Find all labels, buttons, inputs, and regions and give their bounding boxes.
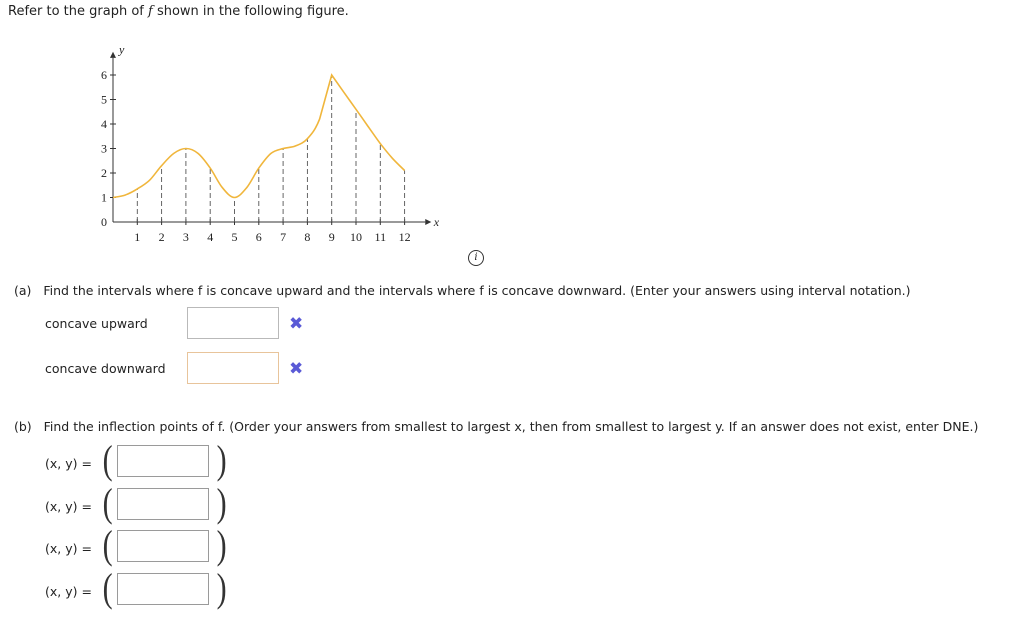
- inflection-point-input-2[interactable]: [117, 488, 209, 520]
- y-tick-label: 0: [101, 215, 107, 229]
- y-tick-label: 5: [101, 92, 107, 107]
- part-a-question: [14, 283, 911, 298]
- x-tick-label: 6: [255, 230, 262, 244]
- point-label: (x, y) =: [45, 456, 92, 471]
- y-tick-label: 2: [101, 166, 107, 180]
- intro-text: Refer to the graph of: [8, 4, 148, 19]
- x-tick-label: 5: [231, 230, 238, 244]
- problem-intro: [8, 4, 349, 19]
- y-tick-label: 1: [101, 190, 107, 205]
- point-label: (x, y) =: [45, 499, 92, 514]
- x-tick-label: 2: [158, 230, 165, 244]
- x-tick-label: 1: [134, 230, 141, 244]
- inflection-point-input-4[interactable]: [117, 573, 209, 605]
- open-paren: (: [102, 522, 113, 567]
- x-tick-label: 9: [328, 230, 335, 244]
- open-paren: (: [102, 480, 113, 525]
- x-axis-label: x: [433, 215, 440, 229]
- y-tick-label: 3: [101, 141, 107, 156]
- y-tick-label: 4: [101, 117, 107, 131]
- x-tick-label: 4: [207, 230, 214, 244]
- close-paren: ): [216, 480, 227, 525]
- intro-text-end: shown in the following figure.: [152, 4, 349, 19]
- x-tick-label: 10: [350, 230, 362, 244]
- concave-upward-input[interactable]: [187, 307, 279, 339]
- close-paren: ): [216, 565, 227, 610]
- x-tick-label: 12: [398, 230, 411, 244]
- part-a-text: Find the intervals where f is concave upward and the intervals where f is concave downward. (Enter your answers using interval notation.): [43, 283, 911, 298]
- incorrect-icon: ✖: [289, 359, 304, 379]
- concave-downward-input[interactable]: [187, 352, 279, 384]
- part-b-question: [14, 419, 978, 434]
- open-paren: (: [102, 565, 113, 610]
- close-paren: ): [216, 522, 227, 567]
- inflection-point-input-3[interactable]: [117, 530, 209, 562]
- x-tick-label: 8: [304, 230, 311, 244]
- y-axis-arrow: [110, 52, 116, 58]
- x-tick-label: 7: [280, 230, 287, 244]
- y-tick-label: 6: [101, 68, 107, 82]
- concave-downward-label: concave downward: [45, 361, 166, 376]
- y-axis-label: y: [119, 42, 125, 57]
- inflection-point-input-1[interactable]: [117, 445, 209, 477]
- part-b-text: Find the inflection points of f. (Order your answers from smallest to largest x, then from smallest to largest y. If an answer does not exist, enter DNE.): [43, 419, 979, 434]
- concave-upward-label: concave upward: [45, 316, 148, 331]
- x-tick-label: 11: [374, 230, 387, 244]
- open-paren: (: [102, 437, 113, 482]
- x-axis-arrow: [425, 219, 431, 225]
- close-paren: ): [216, 437, 227, 482]
- function-graph: [88, 42, 440, 248]
- part-b-prefix: (b): [14, 419, 32, 434]
- info-icon[interactable]: i: [468, 250, 484, 266]
- incorrect-icon: ✖: [289, 314, 304, 334]
- x-tick-label: 3: [182, 230, 189, 244]
- point-label: (x, y) =: [45, 541, 92, 556]
- intro-var: f: [148, 4, 153, 19]
- point-label: (x, y) =: [45, 584, 92, 599]
- part-a-prefix: (a): [14, 283, 32, 298]
